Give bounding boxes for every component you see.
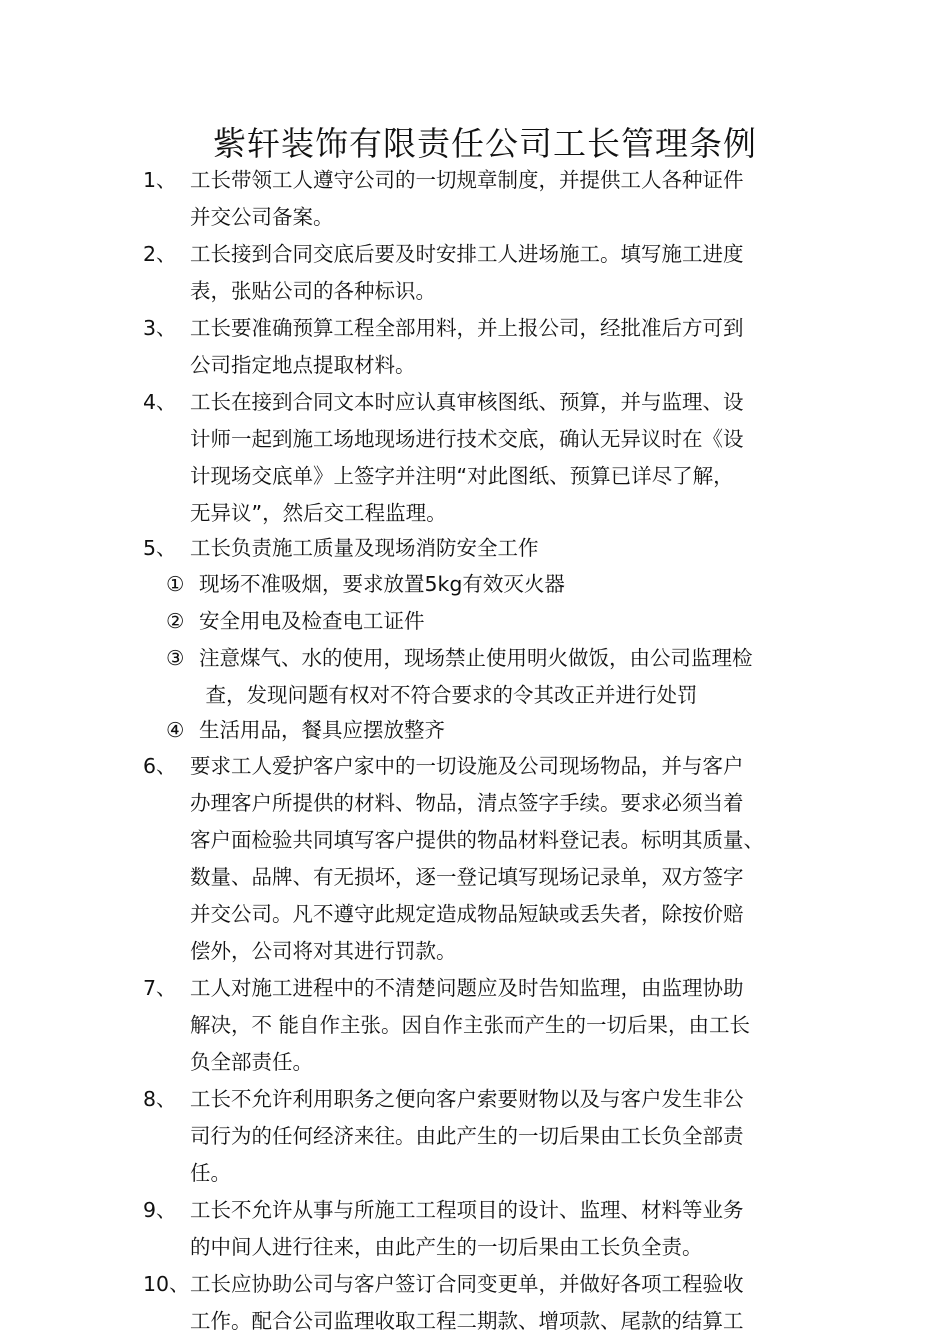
clause-text: 要求工人爱护客户家中的一切设施及公司现场物品，并与客户 办理客户所提供的材料、物品，清点签字手续。要求必须当着 客户面检验共同填写客户提供的物品材料登记表。标明其质量、 数量、品牌、有无损坏，逐一登记填写现场记录单，双方签字 并交公司。凡不遵守此规定造成物品短缺或丢失者，除按价赔 偿外，公司将对其进行罚款。 bbox=[190, 754, 764, 963]
clause-number: 6、 bbox=[143, 754, 177, 778]
clause-text: 工长负责施工质量及现场消防安全工作 bbox=[190, 536, 539, 560]
clause-number: 3、 bbox=[143, 316, 177, 340]
clause-text: 工长应协助公司与客户签订合同变更单，并做好各项工程验收 工作。配合公司监理收取工程二期款、增项款、尾款的结算工 bbox=[190, 1272, 744, 1333]
clause-text: 工长不允许从事与所施工工程项目的设计、监理、材料等业务 的中间人进行往来，由此产生的一切后果由工长负全责。 bbox=[190, 1198, 744, 1259]
clause-number: 7、 bbox=[143, 976, 177, 1000]
clause-text: 工人对施工进程中的不清楚问题应及时告知监理，由监理协助 解决，不 能自作主张。因自作主张而产生的一切后果，由工长 负全部责任。 bbox=[190, 976, 751, 1074]
circled-number: ① bbox=[166, 572, 185, 596]
clause-number: 1、 bbox=[143, 168, 177, 192]
subclause-text: 生活用品，餐具应摆放整齐 bbox=[199, 718, 445, 742]
circled-number: ② bbox=[166, 609, 185, 633]
clause-text: 工长带领工人遵守公司的一切规章制度，并提供工人各种证件 并交公司备案。 bbox=[190, 168, 744, 229]
circled-number: ③ bbox=[166, 646, 185, 670]
clause-text: 工长在接到合同文本时应认真审核图纸、预算，并与监理、设 计师一起到施工场地现场进行技术交底，确认无异议时在《设 计现场交底单》上签字并注明“对此图纸、预算已详尽了解， 无异议”，然后交工程监理。 bbox=[190, 390, 744, 525]
clause-number: 2、 bbox=[143, 242, 177, 266]
circled-number: ④ bbox=[166, 718, 185, 742]
clause-number: 10、 bbox=[143, 1272, 190, 1296]
clause-number: 5、 bbox=[143, 536, 177, 560]
subclause-text: 安全用电及检查电工证件 bbox=[199, 609, 425, 633]
clause-number: 8、 bbox=[143, 1087, 177, 1111]
clause-text: 工长要准确预算工程全部用料，并上报公司，经批准后方可到 公司指定地点提取材料。 bbox=[190, 316, 744, 377]
clause-number: 4、 bbox=[143, 390, 177, 414]
subclause-text: 现场不准吸烟，要求放置5kg有效灭火器 bbox=[199, 572, 565, 596]
clause-number: 9、 bbox=[143, 1198, 177, 1222]
document-title: 紫轩装饰有限责任公司工长管理条例 bbox=[213, 124, 757, 163]
clause-text: 工长不允许利用职务之便向客户索要财物以及与客户发生非公 司行为的任何经济来往。由此产生的一切后果由工长负全部责 任。 bbox=[190, 1087, 744, 1185]
subclause-text: 注意煤气、水的使用，现场禁止使用明火做饭，由公司监理检 查，发现问题有权对不符合要求的令其改正并进行处罚 bbox=[199, 646, 753, 707]
clause-text: 工长接到合同交底后要及时安排工人进场施工。填写施工进度 表，张贴公司的各种标识。 bbox=[190, 242, 744, 303]
